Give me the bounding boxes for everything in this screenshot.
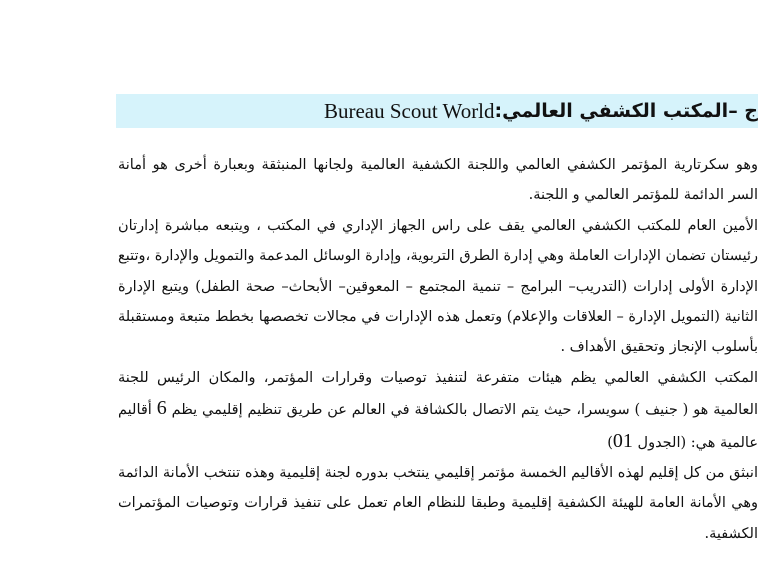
section-heading: [116, 94, 758, 128]
paragraph-secretary-general: الأمين العام للمكتب الكشفي العالمي يقف على راس الجهاز الإداري في المكتب ، ويتبعه مباشرة إدارتان رئيستان تضمان الإدارات العاملة وهي إدارة الطرق التربوية، وإدارة الوسائل المدعمة والتمويل والإدارة ،وتتبع الإدارة الأولى إدارات (التدريب– البرامج – تنمية المجتمع – المعوقين– الأبحاث– صحة الطفل) ويتبع الإدارة الثانية (التمويل الإدارة – العلاقات والإعلام) وتعمل هذه الإدارات في مجالات تخصصها بخطط متبعة ومستقبلة بأسلوب الإنجاز وتحقيق الأهداف .: [118, 217, 758, 356]
section-body: [118, 150, 758, 549]
paragraph-regions-text-2: أقاليم عالمية هي: (الجدول: [118, 402, 758, 451]
paragraph-regions: [118, 363, 758, 458]
table-reference: 01: [612, 429, 633, 452]
paragraph-secretariat: وهو سكرتارية المؤتمر الكشفي العالمي واللجنة الكشفية العالمية ولجانها المنبثقة وبعبارة أخرى هو أمانة السر الدائمة للمؤتمر العالمي و اللجنة.: [118, 157, 758, 204]
section-heading-english: Bureau Scout World: [323, 98, 495, 123]
section-heading-arabic: ج –المكتب الكشفي العالمي:: [494, 100, 758, 122]
paragraph-regional-conferences: انبثق من كل إقليم لهذه الأقاليم الخمسة مؤتمر إقليمي ينتخب بدوره لجنة إقليمية وهذه تنتخب الأمانة الدائمة وهي الأمانة العامة للهيئة الكشفية إقليمية وطبقا للنظام العام تعمل على تنفيذ قرارات وتوصيات المؤتمرات الكشفية.: [118, 465, 758, 542]
paragraph-regions-text: المكتب الكشفي العالمي يظم هيئات متفرعة لتنفيذ توصيات وقرارات المؤتمر، والمكان الرئيس للجنة العالمية هو ( جنيف ) سويسرا، حيث يتم الاتصال بالكشافة في العالم عن طريق تنظيم إقليمي يظم: [118, 369, 759, 419]
paragraph-regions-text-3: ): [607, 434, 613, 451]
regions-count: 6: [156, 397, 167, 420]
